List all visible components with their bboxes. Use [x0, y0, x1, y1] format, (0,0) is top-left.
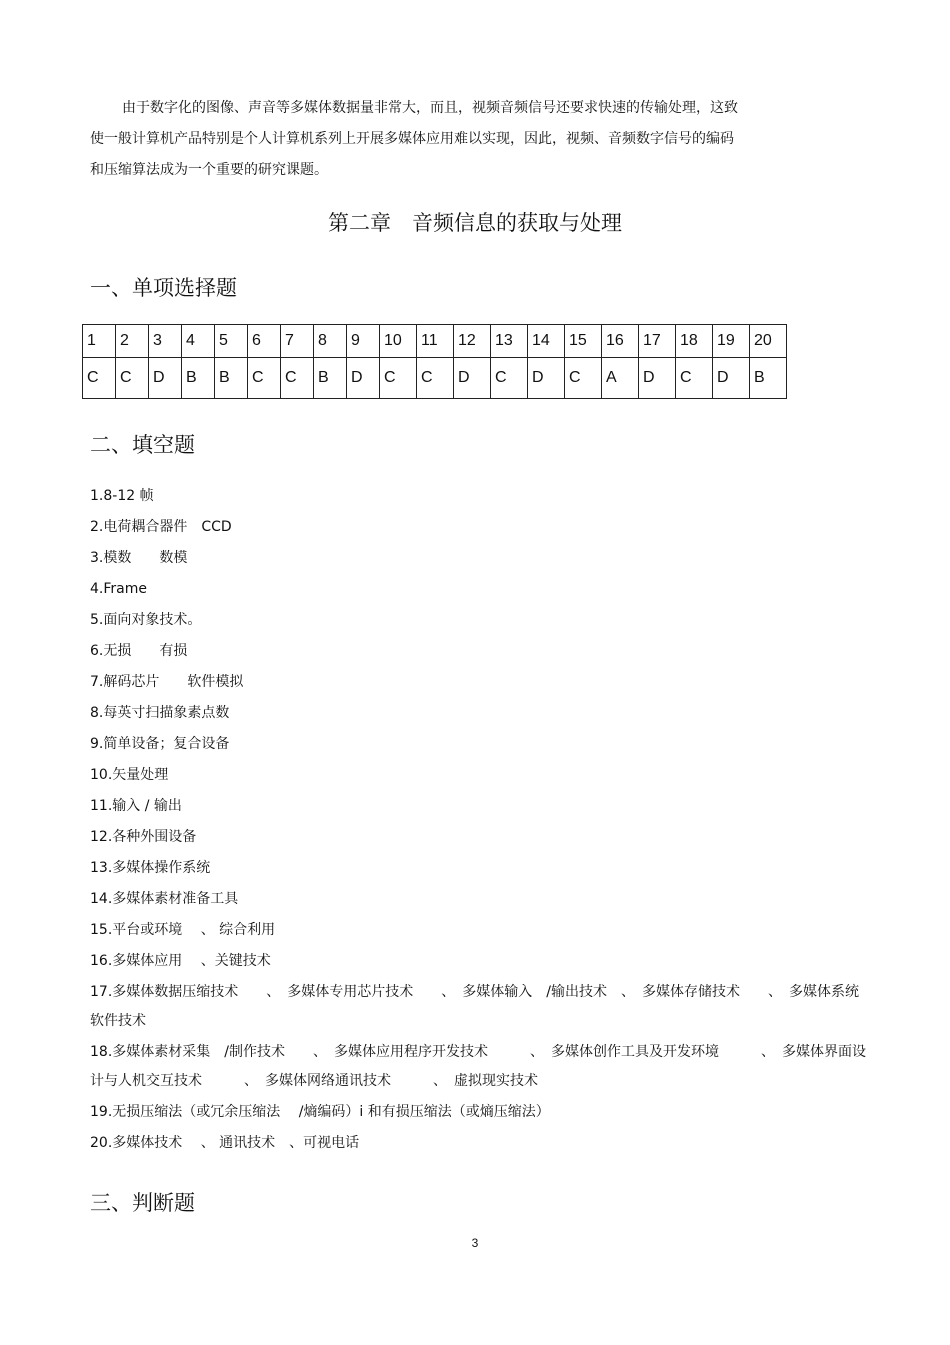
fill-answer-item: 19.无损压缩法（或冗余压缩法 /熵编码）i 和有损压缩法（或熵压缩法）: [90, 1104, 550, 1120]
question-number-cell: 11: [417, 325, 454, 358]
question-number-cell: 5: [215, 325, 248, 358]
fill-answer-item: 15.平台或环境 、 综合利用: [90, 922, 276, 938]
question-number-cell: 17: [639, 325, 676, 358]
answer-cell: C: [116, 358, 149, 399]
fill-answer-item: 8.每英寸扫描象素点数: [90, 705, 230, 721]
fill-answer-list: [90, 482, 870, 1160]
question-number-cell: 10: [380, 325, 417, 358]
section-single-choice: 一、单项选择题: [90, 276, 237, 300]
fill-answer-item: 11.输入 / 输出: [90, 798, 182, 814]
question-number-cell: 8: [314, 325, 347, 358]
fill-answer-item: 18.多媒体素材采集 /制作技术 、 多媒体应用程序开发技术 、 多媒体创作工具及开发环境 、 多媒体界面设计与人机交互技术 、 多媒体网络通讯技术 、 虚拟现实技术: [90, 1044, 866, 1089]
intro-line-1: 由于数字化的图像、声音等多媒体数据量非常大，而且，视频音频信号还要求快速的传输处理，这致: [122, 100, 738, 116]
answer-cell: B: [215, 358, 248, 399]
fill-answer-item: 5.面向对象技术。: [90, 612, 202, 628]
answer-cell: D: [528, 358, 565, 399]
fill-answer-item: 20.多媒体技术 、 通讯技术 、可视电话: [90, 1135, 360, 1151]
answer-cell: D: [454, 358, 491, 399]
section-fill-blank: 二、填空题: [90, 433, 195, 457]
fill-answer-item: 12.各种外围设备: [90, 829, 197, 845]
fill-answer-item: 6.无损 有损: [90, 643, 188, 659]
question-number-cell: 7: [281, 325, 314, 358]
answer-cell: C: [248, 358, 281, 399]
question-number-cell: 2: [116, 325, 149, 358]
intro-paragraph: [90, 93, 850, 186]
question-number-cell: 15: [565, 325, 602, 358]
question-number-cell: 12: [454, 325, 491, 358]
answer-cell: A: [602, 358, 639, 399]
answer-cell: C: [83, 358, 116, 399]
answer-cell: B: [750, 358, 787, 399]
question-number-cell: 16: [602, 325, 639, 358]
question-number-cell: 18: [676, 325, 713, 358]
answer-cell: C: [281, 358, 314, 399]
fill-answer-item: 4.Frame: [90, 581, 147, 597]
fill-answer-item: 9.简单设备；复合设备: [90, 736, 230, 752]
answer-cell: D: [639, 358, 676, 399]
chapter-title: 第二章 音频信息的获取与处理: [328, 211, 622, 235]
fill-answer-item: 14.多媒体素材准备工具: [90, 891, 239, 907]
answer-cell: C: [417, 358, 454, 399]
question-number-cell: 1: [83, 325, 116, 358]
question-number-cell: 3: [149, 325, 182, 358]
answer-cell: B: [182, 358, 215, 399]
answer-table-number-row: [83, 325, 787, 358]
fill-answer-item: 17.多媒体数据压缩技术 、 多媒体专用芯片技术 、 多媒体输入 /输出技术 、 多媒体存储技术 、 多媒体系统软件技术: [90, 984, 859, 1029]
fill-answer-item: 7.解码芯片 软件模拟: [90, 674, 244, 690]
question-number-cell: 4: [182, 325, 215, 358]
question-number-cell: 14: [528, 325, 565, 358]
answer-cell: C: [676, 358, 713, 399]
fill-answer-item: 10.矢量处理: [90, 767, 169, 783]
answer-cell: C: [491, 358, 528, 399]
intro-line-2: 使一般计算机产品特别是个人计算机系列上开展多媒体应用难以实现，因此，视频、音频数字信号的编码: [90, 131, 734, 147]
answer-cell: D: [149, 358, 182, 399]
fill-answer-item: 2.电荷耦合器件 CCD: [90, 519, 232, 535]
answer-cell: D: [347, 358, 380, 399]
question-number-cell: 9: [347, 325, 380, 358]
fill-answer-item: 16.多媒体应用 、关键技术: [90, 953, 271, 969]
question-number-cell: 20: [750, 325, 787, 358]
answer-table-answer-row: [83, 358, 787, 399]
fill-answer-item: 3.模数 数模: [90, 550, 188, 566]
answer-cell: C: [380, 358, 417, 399]
fill-answer-item: 13.多媒体操作系统: [90, 860, 211, 876]
section-true-false: 三、判断题: [90, 1191, 195, 1215]
answer-cell: B: [314, 358, 347, 399]
question-number-cell: 13: [491, 325, 528, 358]
page-number: 3: [471, 1236, 479, 1250]
intro-line-3: 和压缩算法成为一个重要的研究课题。: [90, 162, 328, 178]
fill-answer-item: 1.8-12 帧: [90, 488, 154, 504]
answer-cell: D: [713, 358, 750, 399]
question-number-cell: 6: [248, 325, 281, 358]
question-number-cell: 19: [713, 325, 750, 358]
answer-table: [82, 324, 787, 399]
answer-cell: C: [565, 358, 602, 399]
